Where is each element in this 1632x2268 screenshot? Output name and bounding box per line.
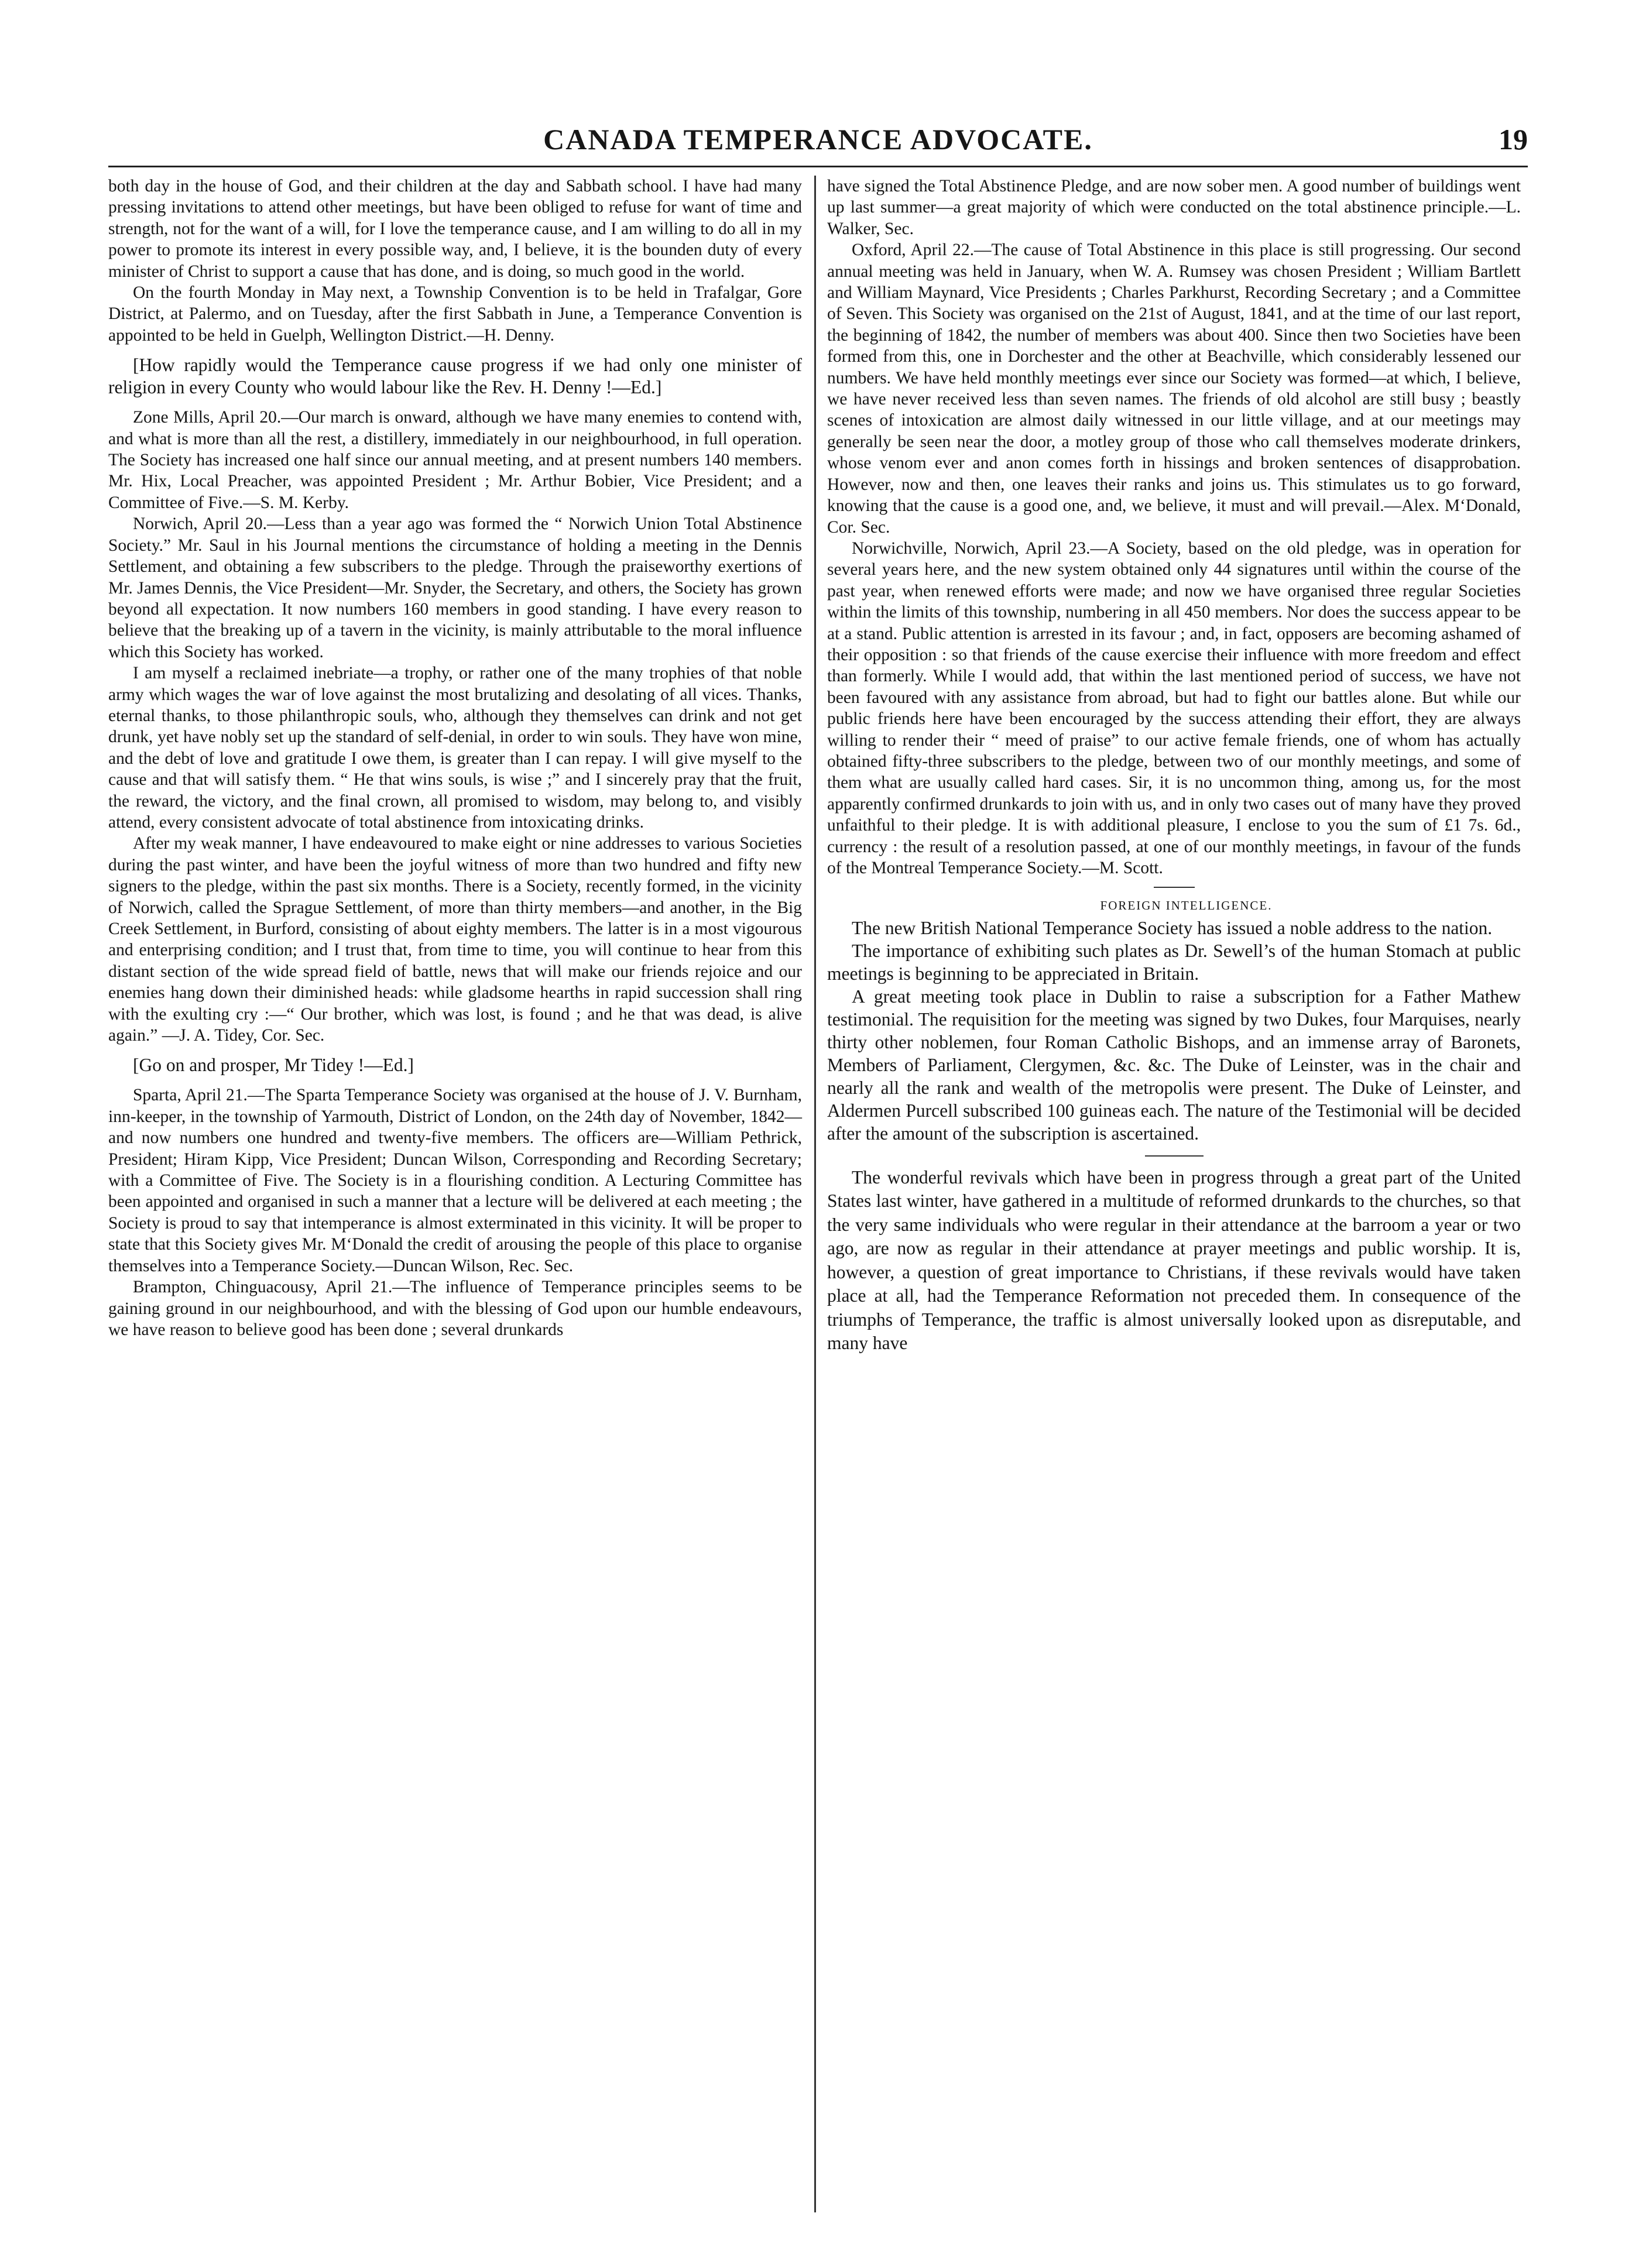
left-column [108, 176, 802, 2218]
paragraph-stomach-plates: The importance of exhibiting such plates as Dr. Sewell’s of the human Stomach at public meetings is beginning to be appreciated in Britain. [827, 940, 1521, 984]
paragraph-norwichville: Norwichville, Norwich, April 23.—A Society, based on the old pledge, was in operation for several years here, and the new system obtained only 44 signatures until within the course of the past year, when renewed efforts were made; and now we have organised three regular Societies within the limits of this township, numbering in all 450 members. Nor does the success appear to be at a stand. Public attention is arrested in its favour ; and, in fact, opposers are becoming ashamed of their opposition : so that friends of the cause exercise their influence with more freedom and effect than formerly. While I would add, that within the last mentioned period of success, we have not been favoured with any assistance from abroad, but had to fight our battles alone. But while our public friends here have been encouraged by the success attending their effort, they are always willing to render their “ meed of praise” to our active female friends, one of whom has actually obtained fifty-three subscribers to the pledge, between two of our monthly meetings, and some of them what are usually called hard cases. Sir, it is no uncommon thing, among us, for the most apparently confirmed drunkards to join with us, and in only two cases out of many have they proved unfaithful to their pledge. It is with additional pleasure, I enclose to you the sum of £1 7s. 6d., currency : the result of a resolution passed, at one of our monthly meetings, in favour of the funds of the Montreal Temperance Society.—M. Scott. [827, 538, 1521, 877]
paragraph-oxford: Oxford, April 22.—The cause of Total Abstinence in this place is still progressing. Our second annual meeting was held in January, when W. A. Rumsey was chosen President ; William Bartlett and William Maynard, Vice Presidents ; Charles Parkhurst, Recording Secretary ; and a Committee of Seven. This Society was organised on the 21st of August, 1841, and at the time of our last report, the beginning of 1842, the number of members was about 400. Since then two Societies have been formed from this, one in Dorchester and the other at Beachville, which considerably lessened our numbers. We have held monthly meetings ever since our Society was formed—at which, I believe, we have never received less than seven names. The friends of old alcohol are still busy ; beastly scenes of intoxication are almost daily witnessed in our little village, and at our meetings may generally be seen near the door, a motley group of those who call themselves moderate drinkers, whose venom ever and anon comes forth in hissings and broken sentences of disapprobation. However, now and then, one leaves their ranks and joins us. This stimulates us to go forward, knowing that the cause is a good one, and, we believe, it must and will prevail.—Alex. M‘Donald, Cor. Sec. [827, 241, 1521, 537]
paragraph-reclaimed-inebriate: I am myself a reclaimed inebriate—a trophy, or rather one of the many trophies of that noble army which wages the war of love against the most brutalizing and desolating of all vices. Thanks, eternal thanks, to those philanthropic souls, who, although they themselves can drink and not get drunk, yet have nobly set up the standard of self-denial, in order to win souls. They have won mine, and the debt of love and gratitude I owe them, is greater than I can repay. I will give myself to the cause and that will satisfy them. “ He that wins souls, is wise ;” and I sincerely pray that the fruit, the reward, the victory, and the final crown, all promised to wisdom, may belong to, and visibly attend, every consistent advocate of total abstinence from intoxicating drinks. [108, 664, 802, 832]
header-rule [108, 166, 1528, 167]
paragraph-national-society: The new British National Temperance Society has issued a noble address to the nation. [852, 917, 1493, 938]
column-rule [814, 176, 816, 2212]
paragraph-dublin-meeting: A great meeting took place in Dublin to raise a subscription for a Father Mathew testimonial. The requisition for the meeting was signed by two Dukes, four Marquises, nearly thirty other noblemen, four Roman Catholic Bishops, and an immense array of Baronets, Members of Parliament, Clergymen, &c. &c. The Duke of Leinster, was in the chair and nearly all the rank and wealth of the metropolis were present. The Duke of Leinster, and Aldermen Purcell subscribed 100 guineas each. The nature of the Testimonial will be decided after the amount of the subscription is ascertained. [827, 986, 1521, 1144]
paragraph-revivals: The wonderful revivals which have been in progress through a great part of the United States last winter, have gathered in a multitude of reformed drunkards to the churches, so that the very same individuals who were regular in their attendance at the barroom a year or two ago, are now as regular in their attendance at prayer meetings and public worship. It is, however, a question of great importance to Christians, if these revivals would have taken place at all, had the Temperance Reformation not preceded them. In consequence of the triumphs of Temperance, the traffic is almost universally looked upon as disreputable, and many have [827, 1166, 1521, 1354]
section-rule [1154, 887, 1195, 888]
paragraph-sparta: Sparta, April 21.—The Sparta Temperance Society was organised at the house of J. V. Burnham, inn-keeper, in the township of Yarmouth, District of London, on the 24th day of November, 1842—and now numbers one hundred and twenty-five members. The officers are—William Pethrick, President; Hiram Kipp, Vice President; Duncan Wilson, Corresponding and Recording Secretary; with a Committee of Five. The Society is in a flourishing condition. A Lecturing Committee has been appointed and organised in such a manner that a lecture will be delivered at each meeting ; the Society is proud to say that intemperance is almost exterminated in this vicinity. It will be proper to state that this Society gives Mr. M‘Donald the credit of arousing the people of this place to organise themselves into a Temperance Society.—Duncan Wilson, Rec. Sec. [108, 1086, 802, 1275]
paragraph-convention: On the fourth Monday in May next, a Township Convention is to be held in Trafalgar, Gore District, at Palermo, and on Tuesday, after the first Sabbath in June, a Temperance Convention is appointed to be held in Guelph, Wellington District.—H. Denny. [108, 283, 802, 345]
editor-note-tidey: [Go on and prosper, Mr Tidey !—Ed.] [133, 1055, 414, 1076]
separator-rule [1145, 1155, 1204, 1157]
paragraph-brampton: Brampton, Chinguacousy, April 21.—The influence of Temperance principles seems to be gaining ground in our neighbourhood, and with the blessing of God upon our humble endeavours, we have reason to believe good has been done ; several drunkards [108, 1278, 802, 1339]
editor-note-denny: [How rapidly would the Temperance cause progress if we had only one minister of religion in every County who would labour like the Rev. H. Denny !—Ed.] [108, 355, 802, 398]
paragraph-denny-continuation: both day in the house of God, and their children at the day and Sabbath school. I have had many pressing invitations to attend other meetings, but have been obliged to refuse for want of time and strength, not for the want of a will, for I love the temperance cause, and I am willing to do all in my power to promote its interest in every possible way, and, I believe, it is the bounden duty of every minister of Christ to support a cause that has done, and is doing, so much good in the world. [108, 177, 802, 281]
page-number: 19 [1499, 123, 1528, 156]
paragraph-norwich: Norwich, April 20.—Less than a year ago was formed the “ Norwich Union Total Abstinence Society.” Mr. Saul in his Journal mentions the circumstance of holding a meeting in the Dennis Settlement, and obtaining a few subscribers to the pledge. Through the praiseworthy exertions of Mr. James Dennis, the Vice President—Mr. Snyder, the Secretary, and others, the Society has grown beyond all expectation. It now numbers 160 members in good standing. I have every reason to believe that the breaking up of a tavern in the vicinity, is mainly attributable to the moral influence which this Society has worked. [108, 514, 802, 661]
section-heading-foreign-intelligence: FOREIGN INTELLIGENCE. [1100, 898, 1273, 913]
page-title: CANADA TEMPERANCE ADVOCATE. [543, 123, 1093, 156]
running-head [108, 122, 1528, 163]
paragraph-brampton-continuation: have signed the Total Abstinence Pledge, and are now sober men. A good number of buildings went up last summer—a great majority of which were conducted on the total abstinence principle.—L. Walker, Sec. [827, 177, 1521, 238]
paragraph-zone-mills: Zone Mills, April 20.—Our march is onward, although we have many enemies to contend with, and what is more than all the rest, a distillery, immediately in our neighbourhood, in full operation. The Society has increased one half since our annual meeting, and at present numbers 140 members. Mr. Hix, Local Preacher, was appointed President ; Mr. Arthur Bobier, Vice President; and a Committee of Five.—S. M. Kerby. [108, 408, 802, 512]
right-column [827, 176, 1521, 2218]
paragraph-addresses: After my weak manner, I have endeavoured to make eight or nine addresses to various Societies during the past winter, and have been the joyful witness of more than two hundred and fifty new signers to the pledge, within the past six months. There is a Society, recently formed, in the vicinity of Norwich, called the Sprague Settlement, of more than thirty members—and another, in the Big Creek Settlement, in Burford, consisting of about eighty members. The latter is in a most vigourous and enterprising condition; and I trust that, from time to time, you will continue to hear from this distant section of the wide spread field of battle, news that will make our friends rejoice and our enemies hang down their diminished heads: while gladsome hearths in rapid succession shall ring with the exulting cry :—“ Our brother, which was lost, is found ; and he that was dead, is alive again.” —J. A. Tidey, Cor. Sec. [108, 834, 802, 1045]
